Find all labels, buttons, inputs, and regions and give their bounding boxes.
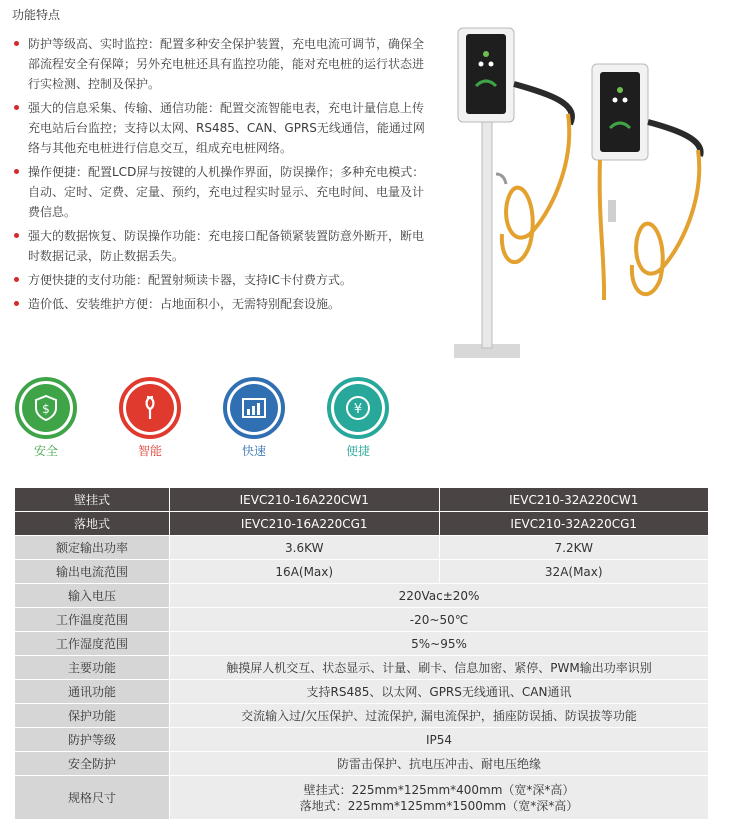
row-label: 规格尺寸	[15, 776, 170, 820]
badge-ring	[327, 377, 389, 439]
wall-charger-image	[560, 60, 720, 310]
badge-label: 便捷	[345, 444, 370, 458]
value-cell: 32A(Max)	[439, 560, 709, 584]
value-cell: 支持RS485、以太网、GPRS无线通讯、CAN通讯	[170, 680, 709, 704]
badge-ring	[119, 377, 181, 439]
row-label: 输出电流范围	[15, 560, 170, 584]
speed-chart-icon	[239, 393, 269, 423]
model-cell: IEVC210-16A220CG1	[170, 512, 440, 536]
svg-text:$: $	[42, 402, 50, 416]
feature-item: 方便快捷的支付功能：配置射频读卡器，支持IC卡付费方式。	[14, 270, 434, 290]
row-label: 安全防护	[15, 752, 170, 776]
badge-smart	[119, 377, 181, 459]
row-label: 通讯功能	[15, 680, 170, 704]
badge-fast	[223, 377, 285, 459]
row-label: 工作湿度范围	[15, 632, 170, 656]
table-row	[15, 512, 709, 536]
model-cell: IEVC210-32A220CW1	[439, 488, 709, 512]
badge-ring	[15, 377, 77, 439]
table-row	[15, 584, 709, 608]
table-row	[15, 608, 709, 632]
value-cell: IP54	[170, 728, 709, 752]
shield-icon	[31, 393, 61, 423]
row-label: 保护功能	[15, 704, 170, 728]
smart-icon	[135, 393, 165, 423]
table-row	[15, 488, 709, 512]
badge-label: 安全	[33, 444, 58, 458]
row-label: 主要功能	[15, 656, 170, 680]
table-row	[15, 536, 709, 560]
feature-item: 强大的数据恢复、防误操作功能：充电接口配备锁紧装置防意外断开，断电时数据记录，防止数据丢失。	[14, 226, 434, 266]
row-label: 额定输出功率	[15, 536, 170, 560]
value-cell: 3.6KW	[170, 536, 440, 560]
row-label: 落地式	[15, 512, 170, 536]
feature-item: 造价低、安装维护方便：占地面积小，无需特别配套设施。	[14, 294, 434, 314]
row-label: 防护等级	[15, 728, 170, 752]
table-row	[15, 560, 709, 584]
section-title: 功能特点	[12, 8, 61, 22]
value-cell: 触摸屏人机交互、状态显示、计量、刷卡、信息加密、紧停、PWM输出功率识别	[170, 656, 709, 680]
row-label: 壁挂式	[15, 488, 170, 512]
size-cell	[170, 776, 709, 820]
feature-item: 操作便捷：配置LCD屏与按键的人机操作界面，防误操作；多种充电模式：自动、定时、定费、定量、预约，充电过程实时显示、充电时间、电量及计费信息。	[14, 162, 434, 222]
size-line: 壁挂式：225mm*125mm*400mm（宽*深*高）	[303, 782, 575, 797]
badge-convenient	[327, 377, 389, 459]
yuan-coin-icon	[343, 393, 373, 423]
size-line: 落地式：225mm*125mm*1500mm（宽*深*高）	[299, 798, 579, 813]
table-row	[15, 752, 709, 776]
model-cell: IEVC210-16A220CW1	[170, 488, 440, 512]
svg-text:¥: ¥	[353, 402, 363, 417]
row-label: 工作温度范围	[15, 608, 170, 632]
feature-item: 强大的信息采集、传输、通信功能：配置交流智能电表，充电计量信息上传充电站后台监控；支持以太网、RS485、CAN、GPRS无线通信，能通过网络与其他充电桩进行信息交互，组成充电桩网络。	[14, 98, 434, 158]
table-row	[15, 704, 709, 728]
model-cell: IEVC210-32A220CG1	[439, 512, 709, 536]
table-row	[15, 656, 709, 680]
badge-label: 快速	[241, 444, 266, 458]
table-row	[15, 632, 709, 656]
badge-safe	[15, 377, 77, 459]
value-cell: 交流输入过/欠压保护、过流保护, 漏电流保护，插座防误插、防误拔等功能	[170, 704, 709, 728]
value-cell: -20~50℃	[170, 608, 709, 632]
badge-label: 智能	[137, 444, 162, 458]
feature-item: 防护等级高、实时监控：配置多种安全保护装置，充电电流可调节，确保全部流程安全有保障；另外充电桩还具有监控功能，能对充电桩的运行状态进行实检测、控制及保护。	[14, 34, 434, 94]
row-label: 输入电压	[15, 584, 170, 608]
value-cell: 220Vac±20%	[170, 584, 709, 608]
value-cell: 5%~95%	[170, 632, 709, 656]
value-cell: 16A(Max)	[170, 560, 440, 584]
value-cell: 7.2KW	[439, 536, 709, 560]
table-row	[15, 680, 709, 704]
feature-list	[14, 34, 434, 318]
table-row	[15, 728, 709, 752]
value-cell: 防雷击保护、抗电压冲击、耐电压绝缘	[170, 752, 709, 776]
spec-table	[14, 487, 709, 820]
table-row	[15, 776, 709, 820]
badge-ring	[223, 377, 285, 439]
